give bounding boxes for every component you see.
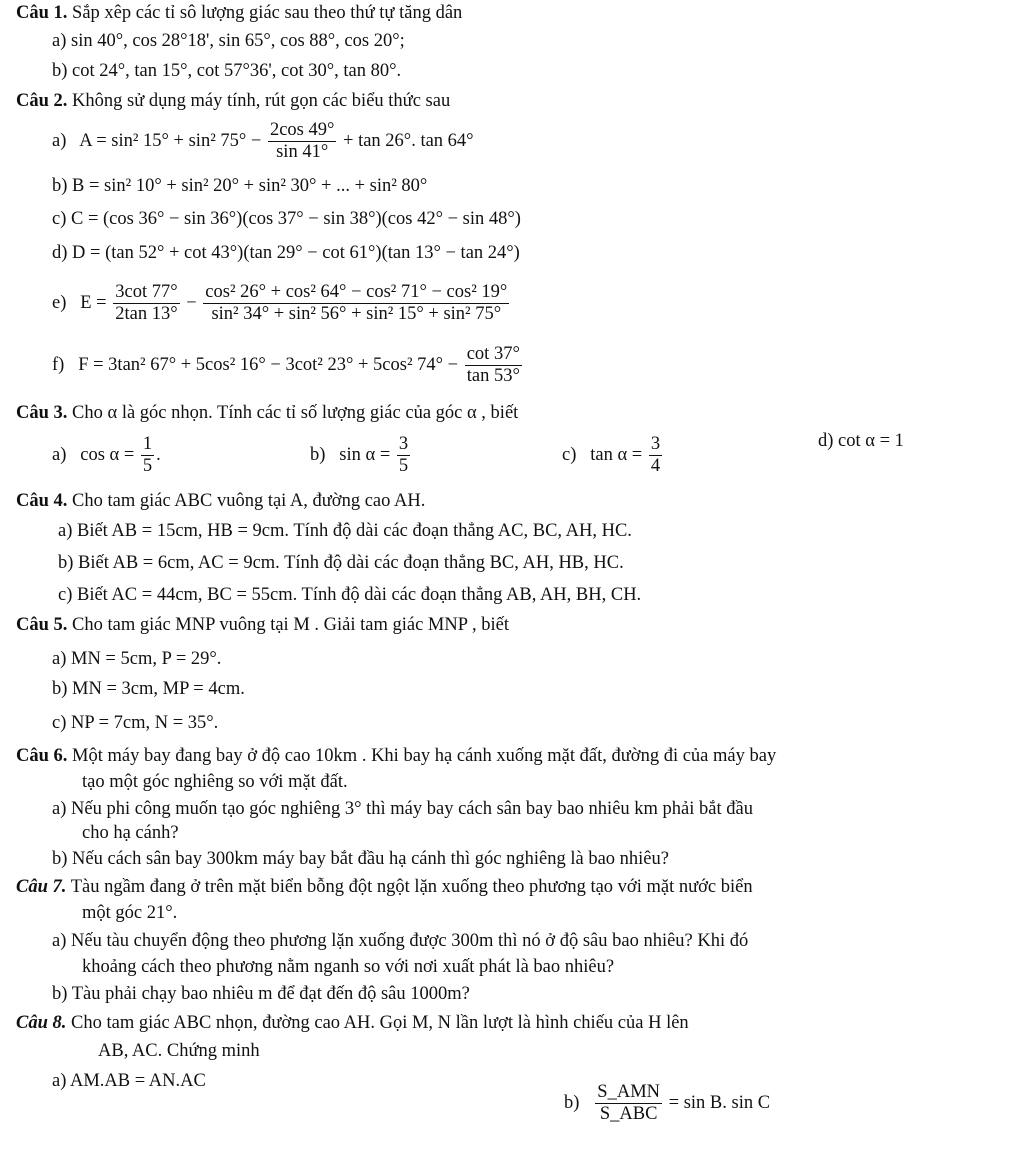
expression-text: sin α = xyxy=(339,445,391,465)
question-8-line-1: Cho tam giác ABC nhọn, đường cao AH. Gọi M, N lần lượt là hình chiếu của H lên xyxy=(71,1013,689,1033)
question-8-part-b xyxy=(564,1078,770,1128)
fraction xyxy=(595,1083,662,1125)
question-1-heading xyxy=(16,2,462,24)
question-6-line-2: tạo một góc nghiêng so với mặt đất. xyxy=(82,772,348,792)
question-4-title: Cho tam giác ABC vuông tại A, đường cao AH. xyxy=(72,491,426,511)
denominator: 5 xyxy=(398,456,409,477)
question-3-part-d: d) cot α = 1 xyxy=(818,431,904,451)
question-1-part-b: b) cot 24°, tan 15°, cot 57°36', cot 30°, tan 80°. xyxy=(52,61,402,81)
fraction xyxy=(203,283,509,325)
question-7-part-a-line-2: khoảng cách theo phương nằm nganh so với nơi xuất phát là bao nhiêu? xyxy=(82,957,615,977)
fraction xyxy=(465,345,522,387)
question-5-title: Cho tam giác MNP vuông tại M . Giải tam giác MNP , biết xyxy=(72,615,509,635)
question-6-line-1: Một máy bay đang bay ở độ cao 10km . Khi bay hạ cánh xuống mặt đất, đường đi của máy bay xyxy=(72,746,777,766)
question-6-part-b: b) Nếu cách sân bay 300km máy bay bắt đầu hạ cánh thì góc nghiêng là bao nhiêu? xyxy=(52,849,669,869)
question-5-label: Câu 5. xyxy=(16,615,68,635)
question-7-line-1: Tàu ngầm đang ở trên mặt biển bỗng đột ngột lặn xuống theo phương tạo với mặt nước biển xyxy=(70,877,753,897)
question-7-part-a-line-1: a) Nếu tàu chuyển động theo phương lặn xuống được 300m thì nó ở độ sâu bao nhiêu? Khi đó xyxy=(52,931,749,951)
question-2-label: Câu 2. xyxy=(16,91,68,111)
expression-text: cos α = xyxy=(80,445,135,465)
question-4-label: Câu 4. xyxy=(16,491,68,511)
part-label: a) xyxy=(52,131,67,151)
question-3-heading xyxy=(16,402,518,424)
fraction xyxy=(141,435,154,477)
expression-text: E = xyxy=(80,293,107,313)
question-4-part-b: b) Biết AB = 6cm, AC = 9cm. Tính độ dài các đoạn thẳng BC, AH, HB, HC. xyxy=(58,553,624,573)
question-8-label: Câu 8. xyxy=(16,1013,67,1033)
question-8-line-2: AB, AC. Chứng minh xyxy=(98,1041,260,1061)
part-label: a) xyxy=(52,445,67,465)
question-7-part-b: b) Tàu phải chạy bao nhiêu m để đạt đến độ sâu 1000m? xyxy=(52,984,470,1004)
question-3-part-c xyxy=(562,432,664,478)
question-2-title: Không sử dụng máy tính, rút gọn các biểu thức sau xyxy=(72,91,451,111)
question-3-title: Cho α là góc nhọn. Tính các tỉ số lượng giác của góc α , biết xyxy=(72,403,519,423)
question-2-part-a xyxy=(52,118,474,164)
fraction xyxy=(268,121,336,163)
part-label: b) xyxy=(564,1093,580,1113)
expression-text: tan α = xyxy=(590,445,643,465)
numerator: S_AMN xyxy=(595,1083,662,1104)
question-2-heading xyxy=(16,90,450,112)
question-1-part-a: a) sin 40°, cos 28°18', sin 65°, cos 88°, cos 20°; xyxy=(52,31,405,51)
question-6-heading xyxy=(16,745,776,767)
question-8-heading xyxy=(16,1012,689,1034)
question-4-part-c: c) Biết AC = 44cm, BC = 55cm. Tính độ dài các đoạn thẳng AB, AH, BH, CH. xyxy=(58,585,642,605)
fraction xyxy=(113,283,179,325)
question-4-heading xyxy=(16,490,425,512)
question-8-part-a: a) AM.AB = AN.AC xyxy=(52,1071,206,1091)
expression-text: A = sin² 15° + sin² 75° − xyxy=(79,131,262,151)
question-3-part-a xyxy=(52,432,161,478)
part-label: c) xyxy=(562,445,577,465)
denominator: 2tan 13° xyxy=(115,304,178,325)
numerator: 3 xyxy=(397,435,410,456)
minus-sign: − xyxy=(186,293,197,313)
denominator: S_ABC xyxy=(599,1104,658,1125)
question-5-part-c: c) NP = 7cm, N = 35°. xyxy=(52,713,219,733)
part-label: e) xyxy=(52,293,67,313)
part-label: b) xyxy=(310,445,326,465)
question-2-part-e xyxy=(52,280,511,326)
question-7-line-2: một góc 21°. xyxy=(82,903,178,923)
numerator: cot 37° xyxy=(465,345,522,366)
question-7-heading xyxy=(16,876,753,898)
numerator: 1 xyxy=(141,435,154,456)
question-6-part-a-line-2: cho hạ cánh? xyxy=(82,823,179,843)
denominator: 4 xyxy=(650,456,661,477)
question-3-part-b xyxy=(310,432,412,478)
question-5-part-a: a) MN = 5cm, P = 29°. xyxy=(52,649,222,669)
denominator: 5 xyxy=(142,456,153,477)
question-1-title: Sắp xêp các tỉ sô lượng giác sau theo thứ tự tăng dân xyxy=(72,3,463,23)
question-2-part-d: d) D = (tan 52° + cot 43°)(tan 29° − cot 61°)(tan 13° − tan 24°) xyxy=(52,243,520,263)
numerator: 3cot 77° xyxy=(113,283,179,304)
denominator: sin² 34° + sin² 56° + sin² 15° + sin² 75° xyxy=(211,304,502,325)
numerator: cos² 26° + cos² 64° − cos² 71° − cos² 19° xyxy=(203,283,509,304)
fraction xyxy=(397,435,410,477)
question-2-part-b: b) B = sin² 10° + sin² 20° + sin² 30° + ... + sin² 80° xyxy=(52,176,428,196)
expression-text: . xyxy=(156,445,161,465)
question-7-label: Câu 7. xyxy=(16,877,67,897)
question-6-label: Câu 6. xyxy=(16,746,68,766)
denominator: sin 41° xyxy=(276,142,329,163)
question-5-heading xyxy=(16,614,509,636)
part-label: f) xyxy=(52,355,65,375)
question-3-label: Câu 3. xyxy=(16,403,68,423)
question-5-part-b: b) MN = 3cm, MP = 4cm. xyxy=(52,679,245,699)
question-4-part-a: a) Biết AB = 15cm, HB = 9cm. Tính độ dài các đoạn thẳng AC, BC, AH, HC. xyxy=(58,521,632,541)
numerator: 3 xyxy=(649,435,662,456)
expression-text: + tan 26°. tan 64° xyxy=(343,131,474,151)
denominator: tan 53° xyxy=(466,366,520,387)
question-2-part-c: c) C = (cos 36° − sin 36°)(cos 37° − sin 38°)(cos 42° − sin 48°) xyxy=(52,209,521,229)
question-1-label: Câu 1. xyxy=(16,3,68,23)
numerator: 2cos 49° xyxy=(268,121,336,142)
fraction xyxy=(649,435,662,477)
question-2-part-f xyxy=(52,342,524,388)
question-6-part-a-line-1: a) Nếu phi công muốn tạo góc nghiêng 3° thì máy bay cách sân bay bao nhiêu km phải bắt đầu xyxy=(52,799,753,819)
expression-text: F = 3tan² 67° + 5cos² 16° − 3cot² 23° + 5cos² 74° − xyxy=(78,355,459,375)
expression-text: = sin B. sin C xyxy=(668,1093,771,1113)
